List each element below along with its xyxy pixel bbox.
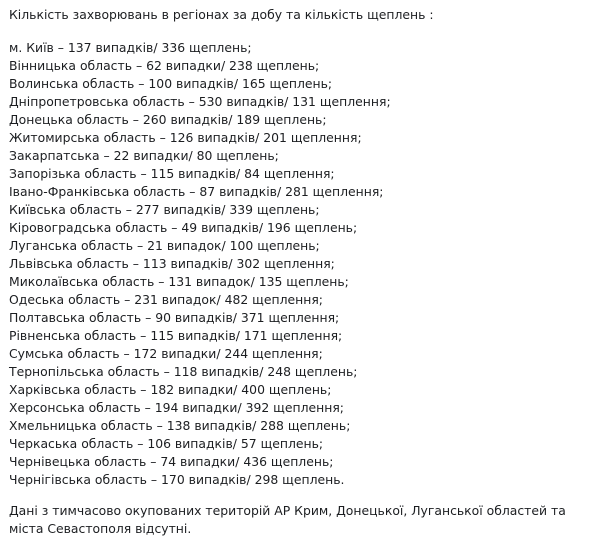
list-item: Івано-Франківська область – 87 випадків/ 281 щеплення;: [9, 184, 384, 199]
list-item: Чернігівська область – 170 випадків/ 298 щеплень.: [9, 472, 345, 487]
list-item: Рівненська область – 115 випадків/ 171 щеплення;: [9, 328, 343, 343]
post-body: [9, 6, 597, 538]
list-item: Закарпатська – 22 випадки/ 80 щеплень;: [9, 148, 279, 163]
list-item: Сумська область – 172 випадки/ 244 щеплення;: [9, 346, 323, 361]
list-item: Херсонська область – 194 випадки/ 392 щеплення;: [9, 400, 344, 415]
list-item: Львівська область – 113 випадків/ 302 щеплення;: [9, 256, 335, 271]
list-item: Донецька область – 260 випадків/ 189 щеплень;: [9, 112, 327, 127]
list-item: Луганська область – 21 випадок/ 100 щеплень;: [9, 238, 320, 253]
list-item: Запорізька область – 115 випадків/ 84 щеплення;: [9, 166, 335, 181]
list-item: Житомирська область – 126 випадків/ 201 щеплення;: [9, 130, 362, 145]
list-item: Черкаська область – 106 випадків/ 57 щеплень;: [9, 436, 324, 451]
list-item: Вінницька область – 62 випадки/ 238 щеплень;: [9, 58, 320, 73]
list-item: Хмельницька область – 138 випадків/ 288 щеплень;: [9, 418, 351, 433]
list-item: Київська область – 277 випадків/ 339 щеплень;: [9, 202, 320, 217]
region-list: [9, 39, 597, 489]
list-item: Чернівецька область – 74 випадки/ 436 щеплень;: [9, 454, 334, 469]
list-item: Полтавська область – 90 випадків/ 371 щеплення;: [9, 310, 340, 325]
list-item: Харківська область – 182 випадки/ 400 щеплень;: [9, 382, 332, 397]
list-item: Тернопільська область – 118 випадків/ 248 щеплень;: [9, 364, 358, 379]
list-item: Миколаївська область – 131 випадок/ 135 щеплень;: [9, 274, 349, 289]
list-item: Дніпропетровська область – 530 випадків/ 131 щеплення;: [9, 94, 391, 109]
list-item: Кіровоградська область – 49 випадків/ 196 щеплень;: [9, 220, 358, 235]
post-heading: Кількість захворювань в регіонах за добу та кількість щеплень :: [9, 7, 434, 22]
footnote: Дані з тимчасово окупованих територій АР Крим, Донецької, Луганської областей та міста Севастополя відсутні.: [9, 503, 566, 536]
list-item: Одеська область – 231 випадок/ 482 щеплення;: [9, 292, 323, 307]
list-item: м. Київ – 137 випадків/ 336 щеплень;: [9, 40, 252, 55]
list-item: Волинська область – 100 випадків/ 165 щеплень;: [9, 76, 333, 91]
